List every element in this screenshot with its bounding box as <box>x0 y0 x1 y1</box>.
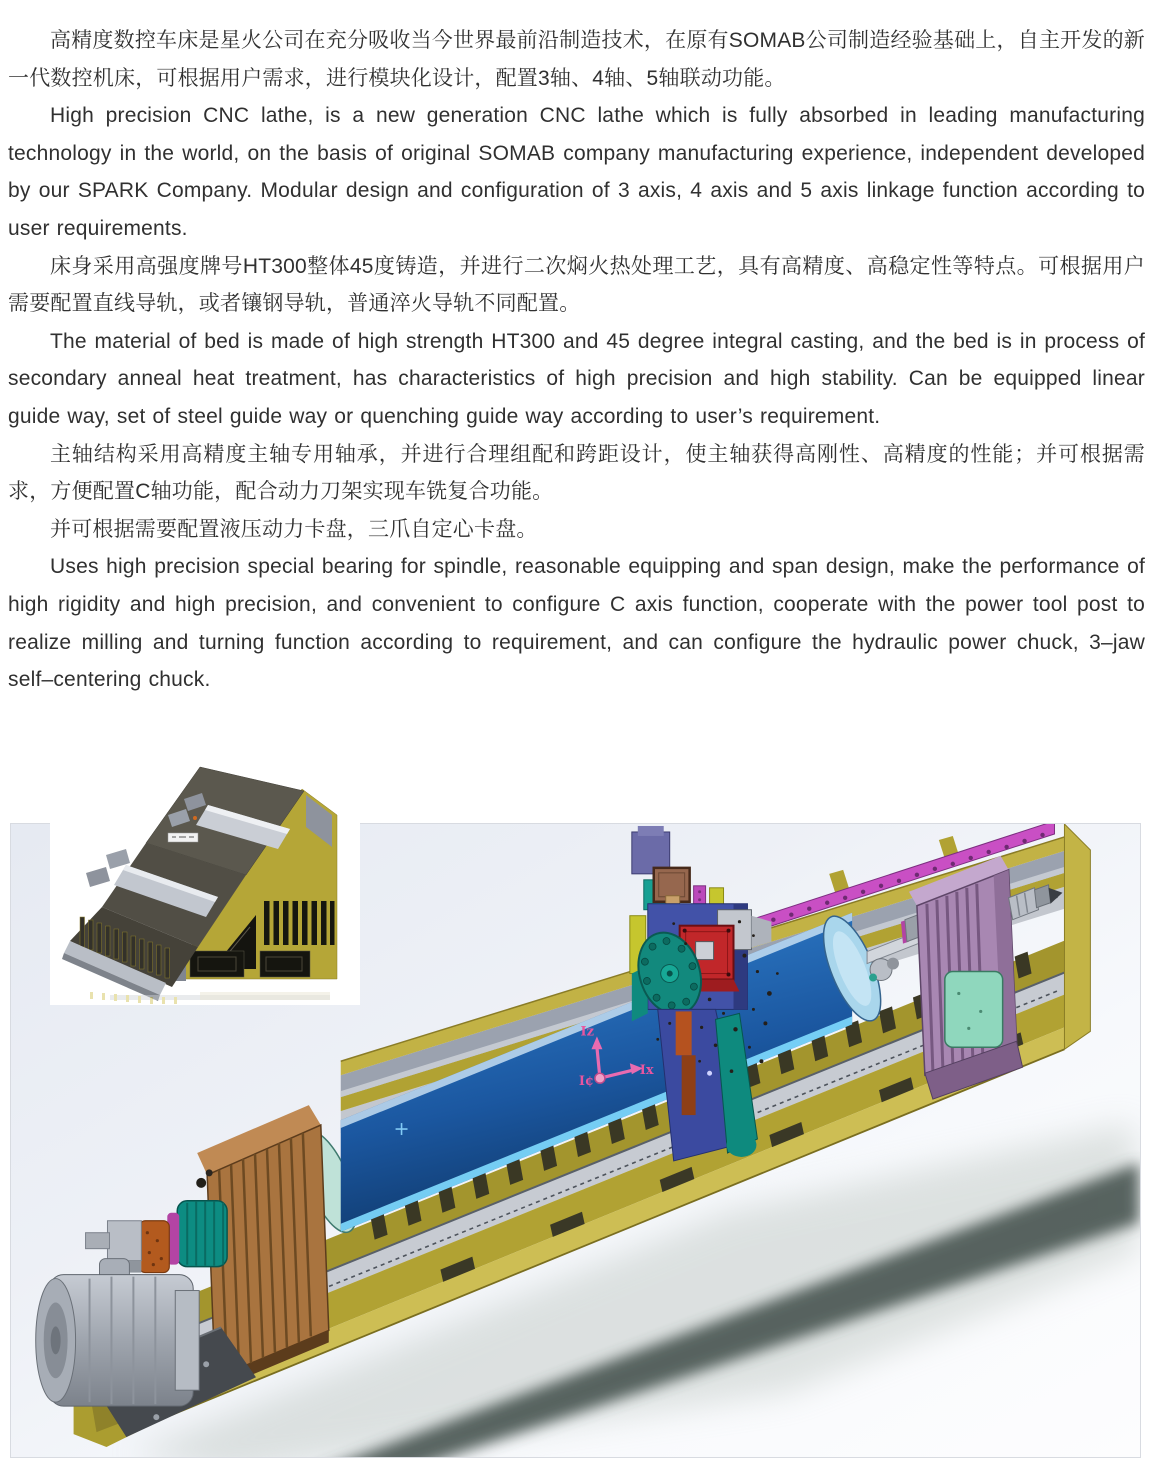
paragraph-en-3: Uses high precision special bearing for spindle, reasonable equipping and span design, make the performance of high rigidity and high precision, and convenient to configure C axis function, cooperate with the power tool post to realize milling and turning function according to requirement, and can configure the hydraulic power chuck, 3–jaw self–centering chuck. <box>8 555 1145 692</box>
axis-origin-dot <box>595 1073 605 1083</box>
paragraph-en-1: High precision CNC lathe, is a new generation CNC lathe which is fully absorbed in leading manufacturing technology in the world, on the basis of original SOMAB company manufacturing experience, independent developed by our SPARK Company. Modular design and configuration of 3 axis, 4 axis and 5 axis linkage function according to user requirements. <box>8 104 1145 240</box>
axis-label-right: Ix <box>639 1063 654 1079</box>
spindle-bracket <box>107 1221 141 1261</box>
tailstock-face-panel <box>945 972 1003 1048</box>
chip-guard-orange <box>676 1011 692 1055</box>
axis-label-up: Iz <box>580 1024 594 1040</box>
paragraph-en-2: The material of bed is made of high strength HT300 and 45 degree integral casting, and the bed is in process of secondary anneal heat treatment, has characteristics of high precision and high stability. Can be equipped linear guide way, set of steel guide way or quenching guide way according to user’s requirement. <box>8 329 1145 428</box>
bed-casting-inset <box>50 755 360 1005</box>
paragraph-zh-1: 高精度数控车床是星火公司在充分吸收当今世界最前沿制造技术，在原有SOMAB公司制造经验基础上，自主开发的新一代数控机床，可根据用户需求，进行模块化设计，配置3轴、4轴、5轴联动功能。 <box>8 29 1145 90</box>
description-text <box>0 0 1153 699</box>
paragraph-zh-3: 主轴结构采用高精度主轴专用轴承，并进行合理组配和跨距设计，使主轴获得高刚性、高精度的性能；并可根据需求，方便配置C轴功能，配合动力刀架实现车铣复合功能。 <box>8 442 1145 504</box>
bed-casting-render <box>50 755 360 1005</box>
paragraph-zh-4: 并可根据需要配置液压动力卡盘，三爪自定心卡盘。 <box>50 517 538 541</box>
chuck-drum <box>177 1201 227 1267</box>
paragraph-zh-2: 床身采用高强度牌号HT300整体45度铸造，并进行二次焖火热处理工艺，具有高精度、高稳定性等特点。可根据用户需要配置直线导轨，或者镶钢导轨，普通淬火导轨不同配置。 <box>8 254 1145 316</box>
axis-label-origin: I¢ <box>578 1074 594 1090</box>
